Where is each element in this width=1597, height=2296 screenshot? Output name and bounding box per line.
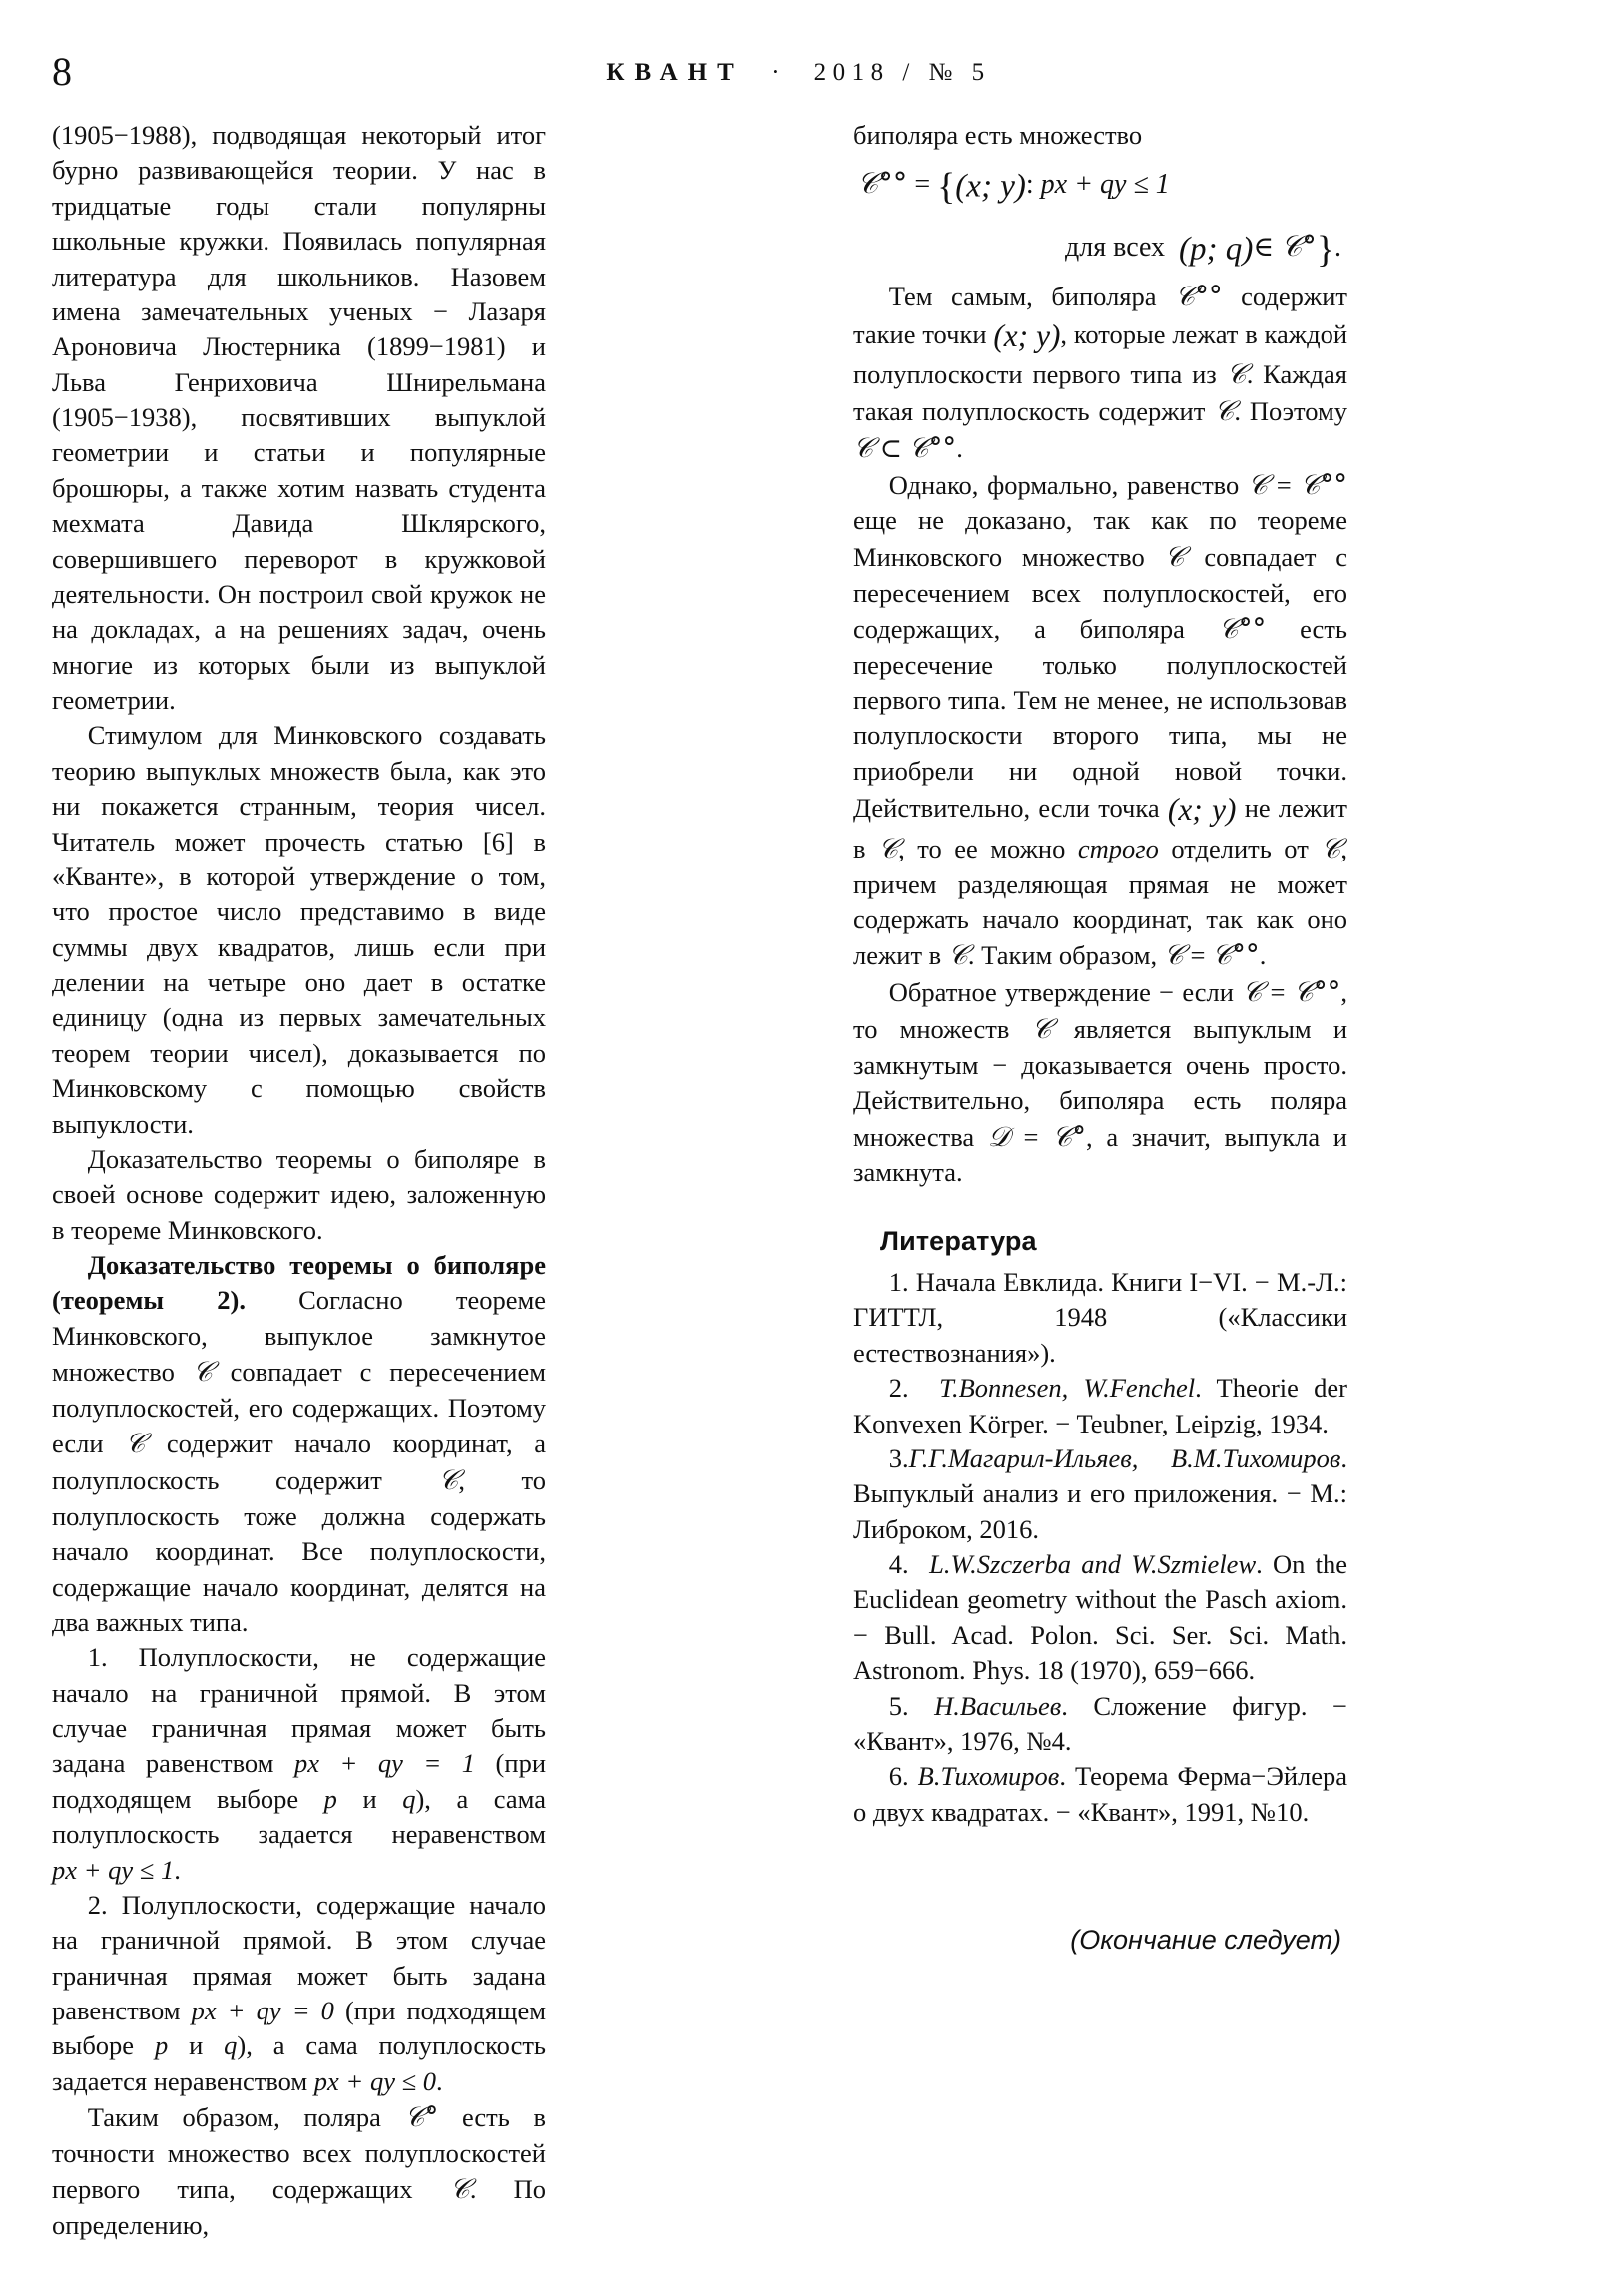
bipolar-symbol: 𝒞°° <box>1212 939 1260 972</box>
item2-text-d: . <box>436 2065 443 2096</box>
bipolar-symbol: 𝒞°° <box>908 431 957 464</box>
r2-text-g: отделить от <box>1158 833 1322 863</box>
r2-text-h: , причем разделяющая прямая не может содержать начало координат, так как оно лежит в <box>853 833 1347 971</box>
item1-text-d: . <box>174 1854 181 1885</box>
polar-symbol: 𝒞° <box>1281 229 1317 264</box>
set-symbol-c: 𝒞 <box>1242 976 1263 1009</box>
proof-heading: Доказательство теоремы о биполяре (теоремы 2). <box>52 1250 546 1316</box>
equation-line-1 <box>853 159 1347 216</box>
r2-text-i: . Таким образом, <box>967 940 1164 971</box>
item1-text-b: (при подходящем выборе <box>52 1748 546 1814</box>
set-symbol-c: 𝒞 <box>1163 939 1184 972</box>
item1-text-a: 1. Полуплоскости, не содержащие начало на граничной прямой. В этом случае граничная прямая может быть задана равенством <box>52 1642 546 1779</box>
reference-authors: L.W.Szczerba and W.Szmielew <box>929 1549 1257 1580</box>
set-symbol-c: 𝒞 <box>1226 358 1247 391</box>
r2-text-b: еще не доказано, так как по теореме Минковского множество <box>853 505 1347 572</box>
paragraph-bipolar-leadin: биполяра есть множество <box>853 120 1143 150</box>
paragraph-converse-statement <box>853 974 1347 1190</box>
set-symbol-c: 𝒞 <box>947 939 968 972</box>
colon-separator: : <box>1025 169 1034 201</box>
reference-number: 2. <box>888 1373 909 1404</box>
item2-equation-b: px + qy ≤ 0 <box>313 2065 436 2096</box>
reference-number: 3. <box>888 1442 909 1473</box>
set-symbol-c: 𝒞 <box>1164 540 1185 573</box>
point-pair-xy: (x; y) <box>993 317 1061 353</box>
set-symbol-c: 𝒞 <box>125 1428 146 1460</box>
for-all-words: для всех <box>1065 232 1166 264</box>
r2-text-j: . <box>1259 940 1267 971</box>
reference-item <box>853 1441 1347 1547</box>
r1-text-b: содержит такие точки <box>853 281 1347 349</box>
variable-p: p <box>154 2030 169 2061</box>
r2-text-d: есть пересечение только полуплоскостей первого типа. Тем не менее, не использовав полуплоскости второго типа, мы не приобрели ни одной новой точки. Действительно, если точка <box>853 613 1347 824</box>
reference-item <box>853 1547 1347 1689</box>
r2-text-a: Однако, формально, равенство <box>888 469 1248 500</box>
equals-sign: = <box>1268 469 1301 500</box>
set-symbol-d: 𝒟 <box>987 1120 1010 1153</box>
literature-heading: Литература <box>880 1225 1037 1256</box>
item1-text-c: ), а сама полуплоскость задается неравенством <box>52 1783 546 1850</box>
paragraph-halfplane-type-1 <box>52 1640 546 1888</box>
last-text-b: есть в точности множество всех полуплоскостей первого типа, содержащих <box>52 2102 546 2205</box>
reference-number: 5. <box>888 1690 909 1721</box>
set-symbol-c: 𝒞 <box>438 1464 459 1497</box>
bipolar-symbol: 𝒞°° <box>1175 280 1223 312</box>
set-symbol-c: 𝒞 <box>878 832 899 864</box>
item2-text-b: (при подходящем выборе <box>52 1996 546 2061</box>
set-symbol-c: 𝒞 <box>1031 1013 1052 1046</box>
member-sign: ∈ <box>1253 232 1275 264</box>
set-symbol-c: 𝒞 <box>1321 832 1341 864</box>
page-number: 8 <box>52 49 72 94</box>
r1-text-g: . <box>956 432 963 463</box>
period: . <box>1334 232 1341 264</box>
proof-body-3: содержит начало координат, а полуплоскость содержит <box>52 1429 546 1496</box>
paragraph-polar-definition <box>52 2099 546 2243</box>
running-head <box>0 38 1597 98</box>
r3-text-d: , а значит, выпукла и замкнута. <box>853 1121 1347 1188</box>
equals-sign: = <box>1183 940 1213 971</box>
variable-q: q <box>224 2030 238 2061</box>
reference-text: . Сложение фигур. − «Квант», 1976, №4. <box>853 1690 1347 1756</box>
inequality-px-qy: px + qy ≤ 1 <box>1040 169 1170 201</box>
reference-text: . Теорема Ферма−Эйлера о двух квадратах. − «Квант», 1991, №10. <box>853 1761 1348 1827</box>
emphasis-strictly: строго <box>1077 833 1159 863</box>
journal-header <box>0 60 1597 85</box>
variable-q: q <box>402 1783 416 1814</box>
last-text-a: Таким образом, поляра <box>87 2102 405 2133</box>
point-pair-pq: (p; q) <box>1179 231 1254 268</box>
equals-sign: = <box>1262 977 1294 1008</box>
set-symbol-c: 𝒞 <box>192 1356 213 1389</box>
header-separator: · <box>771 59 788 86</box>
item2-text-c: ), а сама полуплоскость задается неравенством <box>52 2030 546 2096</box>
reference-authors: В.Тихомиров <box>917 1761 1060 1792</box>
reference-text: . Theorie der Konvexen Körper. − Teubner, Leipzig, 1934. <box>853 1373 1348 1438</box>
brace-close: } <box>1316 229 1334 272</box>
display-equation-bipolar <box>853 159 1347 278</box>
bipolar-symbol: 𝒞°° <box>1293 976 1341 1009</box>
r3-text-a: Обратное утверждение − если <box>888 977 1243 1008</box>
proof-body-4: , то полуплоскость тоже должна содержать начало координат. Все полуплоскости, содержащие начало координат, делятся на два важных типа. <box>52 1465 546 1637</box>
reference-authors: Н.Васильев <box>934 1690 1062 1721</box>
item1-equation-b: px + qy ≤ 1 <box>52 1854 175 1885</box>
reference-authors: T.Bonnesen, W.Fenchel <box>939 1373 1196 1404</box>
last-text-c: . По определению, <box>52 2174 547 2241</box>
r2-text-f: , то ее можно <box>898 833 1078 863</box>
proof-body-1: Согласно теореме Минковского, выпуклое замкнутое множество <box>52 1285 547 1388</box>
item1-conj: и <box>336 1783 403 1814</box>
set-symbol-c: 𝒞 <box>853 431 874 464</box>
paragraph-minkowski-motivation: Стимулом для Минковского создавать теорию выпуклых множеств была, как это ни покажется странным, теория чисел. Читатель может прочесть статью [6] в «Кванте», в которой утверждение о том, что простое число представимо в виде суммы двух квадратов, лишь если при делении на четыре оно дает в остатке единицу (одна из первых замечательных теорем теории чисел), доказывается по Минковскому с помощью свойств выпуклости. <box>52 720 546 1139</box>
reference-text: Начала Евклида. Книги I−VI. − М.-Л.: ГИТТЛ, 1948 («Классики естествознания»). <box>853 1267 1347 1368</box>
item2-equation-a: px + qy = 0 <box>191 1996 334 2026</box>
r3-text-b: , то множеств <box>853 977 1347 1045</box>
body-columns <box>0 118 1597 2241</box>
item1-equation-a: px + qy = 1 <box>293 1748 476 1779</box>
item2-conj: и <box>168 2030 225 2061</box>
polar-symbol: 𝒞° <box>1052 1120 1087 1153</box>
r3-text-c: является выпуклым и замкнутым − доказывается очень просто. Действительно, биполяра есть поляра множества <box>853 1014 1347 1152</box>
reference-item <box>853 1759 1347 1830</box>
set-symbol-c: 𝒞 <box>449 2173 470 2206</box>
set-symbol-c: 𝒞 <box>1247 468 1269 501</box>
reference-number: 4. <box>888 1549 909 1580</box>
polar-symbol: 𝒞° <box>404 2101 439 2134</box>
paragraph-equality-proof <box>853 467 1347 975</box>
journal-issue: 2018 / № 5 <box>813 59 991 86</box>
subset-sign: ⊂ <box>873 432 909 463</box>
paragraph-continuation: (1905−1988), подводящая некоторый итог бурно развивающейся теории. У нас в тридцатые годы стали популярны школьные кружки. Появилась популярная литература для школьников. Назовем имена замечательных ученых − Лазаря Ароновича Люстерника (1899−1981) и Льва Генриховича Шнирельмана (1905−1938), посвятивших выпуклой геометрии и статьи и популярные брошюры, а также хотим назвать студента мехмата Давида Шклярского, совершившего переворот в кружковой деятельности. Он построил свой кружок не на докладах, а на решениях задач, очень многие из которых были из выпуклой геометрии. <box>52 120 546 715</box>
reference-item <box>853 1371 1347 1441</box>
bipolar-symbol: 𝒞°° <box>1218 612 1267 645</box>
r2-text-e: не лежит в <box>853 793 1347 863</box>
set-symbol-c: 𝒞 <box>1214 395 1235 428</box>
reference-number: 6. <box>888 1761 909 1792</box>
paragraph-proof-bipolar <box>52 1248 546 1640</box>
r1-text-a: Тем самым, биполяра <box>888 281 1176 311</box>
point-pair-xy: (x; y) <box>955 168 1026 205</box>
bipolar-symbol: 𝒞°° <box>857 166 908 201</box>
proof-body-2: совпадает с пересечением полуплоскостей, его содержащих. Поэтому если <box>52 1357 546 1459</box>
variable-p: p <box>323 1783 337 1814</box>
point-pair-xy: (x; y) <box>1167 792 1237 828</box>
equals-sign: = <box>1009 1121 1053 1152</box>
r1-text-e: . Поэтому <box>1234 396 1347 427</box>
reference-text: . On the Euclidean geometry without the Pasch axiom. − Bull. Acad. Polon. Sci. Ser. Sci. Math. Astronom. Phys. 18 (1970), 659−666. <box>853 1549 1348 1686</box>
r1-text-c: , которые лежат в каждой полуплоскости первого типа из <box>853 318 1348 390</box>
equals-sign: = <box>914 169 931 201</box>
continuation-note: (Окончание следует) <box>1070 1925 1341 1956</box>
r2-text-c: совпадает с пересечением всех полуплоскостей, его содержащих, а биполяра <box>853 541 1347 644</box>
equation-line-2 <box>853 222 1347 279</box>
reference-number: 1. <box>888 1267 909 1298</box>
paragraph-bipolar-intro: Доказательство теоремы о биполяре в своей основе содержит идею, заложенную в теореме Минковского. <box>52 1143 546 1245</box>
reference-authors: Г.Г.Магарил-Ильяев, В.М.Тихомиров <box>908 1442 1341 1473</box>
journal-title: КВАНТ <box>606 59 744 86</box>
reference-text: . Выпуклый анализ и его приложения. − М.: Либроком, 2016. <box>853 1442 1347 1544</box>
reference-item <box>853 1689 1347 1760</box>
reference-item <box>853 1265 1347 1371</box>
bipolar-symbol: 𝒞°° <box>1300 468 1347 501</box>
brace-open: { <box>937 166 956 209</box>
r1-text-d: . Каждая такая полуплоскость содержит <box>853 359 1347 427</box>
right-column <box>853 118 1347 1958</box>
paragraph-halfplane-type-2 <box>52 1888 546 2099</box>
paragraph-bipolar-contains <box>853 279 1347 467</box>
left-column <box>52 118 546 2244</box>
item2-text-a: 2. Полуплоскости, содержащие начало на граничной прямой. В этом случае граничная прямая может быть задана равенством <box>52 1889 546 2026</box>
